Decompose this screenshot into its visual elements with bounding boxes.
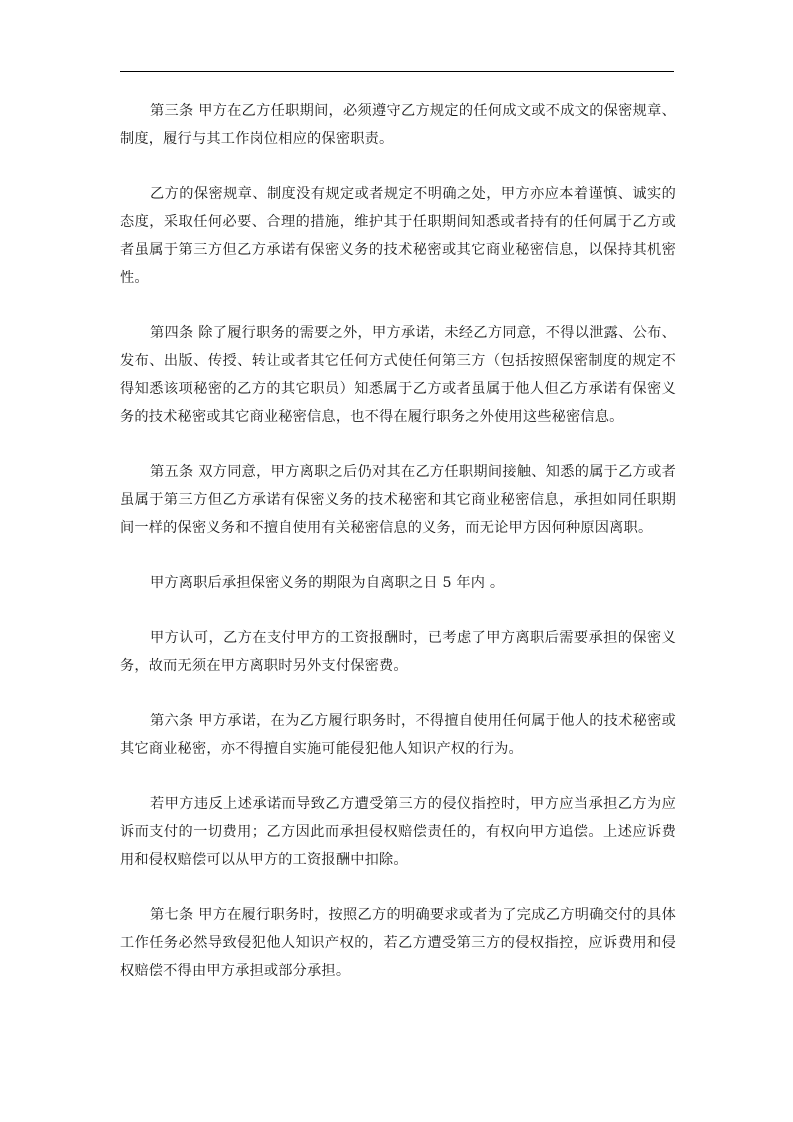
clause-3-supplement-paragraph: 乙方的保密规章、制度没有规定或者规定不明确之处，甲方亦应本着谨慎、诚实的态度，采取任何必要、合理的措施，维护其于任职期间知悉或者持有的任何属于乙方或者虽属于第三方但乙方承诺有保密义务的技术秘密或其它商业秘密信息，以保持其机密性。: [120, 186, 676, 286]
clause-5-paragraph: 第五条 双方同意，甲方离职之后仍对其在乙方任职期间接触、知悉的属于乙方或者虽属于第三方但乙方承诺有保密义务的技术秘密和其它商业秘密信息，承担如同任职期间一样的保密义务和不擅自使用有关秘密信息的义务，而无论甲方因何种原因离职。: [120, 464, 676, 536]
confidentiality-term-paragraph: 甲方离职后承担保密义务的期限为自离职之日 5 年内 。: [150, 575, 505, 591]
document-body: [120, 97, 676, 1012]
clause-7-paragraph: 第七条 甲方在履行职务时，按照乙方的明确要求或者为了完成乙方明确交付的具体工作任务必然导致侵犯他人知识产权的，若乙方遭受第三方的侵权指控，应诉费用和侵权赔偿不得由甲方承担或部分承担。: [120, 907, 676, 979]
header-rule: [120, 71, 674, 72]
confidentiality-fee-paragraph: 甲方认可，乙方在支付甲方的工资报酬时，已考虑了甲方离职后需要承担的保密义务，故而无须在甲方离职时另外支付保密费。: [120, 630, 676, 674]
clause-6-paragraph: 第六条 甲方承诺，在为乙方履行职务时，不得擅自使用任何属于他人的技术秘密或其它商业秘密，亦不得擅自实施可能侵犯他人知识产权的行为。: [120, 713, 676, 757]
clause-4-paragraph: 第四条 除了履行职务的需要之外，甲方承诺，未经乙方同意，不得以泄露、公布、发布、出版、传授、转让或者其它任何方式使任何第三方（包括按照保密制度的规定不得知悉该项秘密的乙方的其它职员）知悉属于乙方或者虽属于他人但乙方承诺有保密义务的技术秘密或其它商业秘密信息，也不得在履行职务之外使用这些秘密信息。: [120, 325, 676, 425]
infringement-liability-paragraph: 若甲方违反上述承诺而导致乙方遭受第三方的侵仪指控时，甲方应当承担乙方为应诉而支付的一切费用；乙方因此而承担侵权赔偿责任的，有权向甲方追偿。上述应诉费用和侵权赔偿可以从甲方的工资报酬中扣除。: [120, 796, 676, 868]
clause-3-paragraph: 第三条 甲方在乙方任职期间，必须遵守乙方规定的任何成文或不成文的保密规章、制度，履行与其工作岗位相应的保密职责。: [120, 103, 676, 147]
